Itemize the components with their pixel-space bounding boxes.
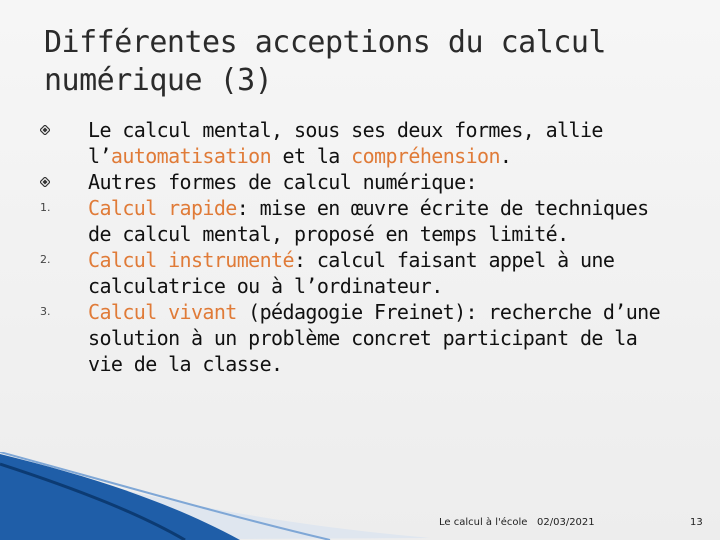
text-run: (pédagogie Freinet): recherche d’une solution à un problème concret participant de la vie de la classe. — [88, 300, 661, 376]
page-number: 13 — [690, 517, 703, 528]
list-number: 2. — [40, 253, 51, 266]
diamond-bullet-icon — [40, 117, 88, 135]
slide-title — [44, 24, 684, 100]
footer-date: 02/03/2021 — [537, 517, 595, 528]
list-number: 1. — [40, 201, 51, 214]
footer-label: Le calcul à l'école — [439, 517, 528, 528]
list-item — [40, 299, 680, 377]
list-item — [40, 117, 680, 169]
bullet-list — [40, 117, 680, 377]
text-run: Le calcul mental, sous ses deux formes, allie l’ — [88, 118, 603, 168]
slide-title-line-1: Différentes acceptions du calcul — [44, 25, 606, 60]
list-item — [40, 169, 680, 195]
text-run: : calcul faisant appel à une calculatrice ou à l’ordinateur. — [88, 248, 615, 298]
list-item — [40, 247, 680, 299]
list-item-text — [88, 195, 680, 247]
highlighted-term: automatisation — [110, 144, 272, 168]
text-run: . — [499, 144, 512, 168]
list-item — [40, 195, 680, 247]
diamond-bullet-icon — [40, 169, 88, 187]
decorative-swoosh — [0, 452, 430, 540]
list-item-text: Autres formes de calcul numérique: — [88, 170, 477, 194]
text-run: : mise en œuvre écrite de techniques de calcul mental, proposé en temps limité. — [88, 196, 649, 246]
list-item-text — [88, 299, 680, 377]
slide-title-line-2: numérique (3) — [44, 63, 273, 98]
text-run: et la — [271, 144, 352, 168]
highlighted-term: compréhension — [351, 144, 500, 168]
list-number: 3. — [40, 305, 51, 318]
highlighted-term: Calcul rapide — [88, 196, 237, 220]
list-item-text — [88, 117, 680, 169]
highlighted-term: Calcul instrumenté — [88, 248, 294, 272]
list-item-text — [88, 247, 680, 299]
highlighted-term: Calcul vivant — [88, 300, 237, 324]
